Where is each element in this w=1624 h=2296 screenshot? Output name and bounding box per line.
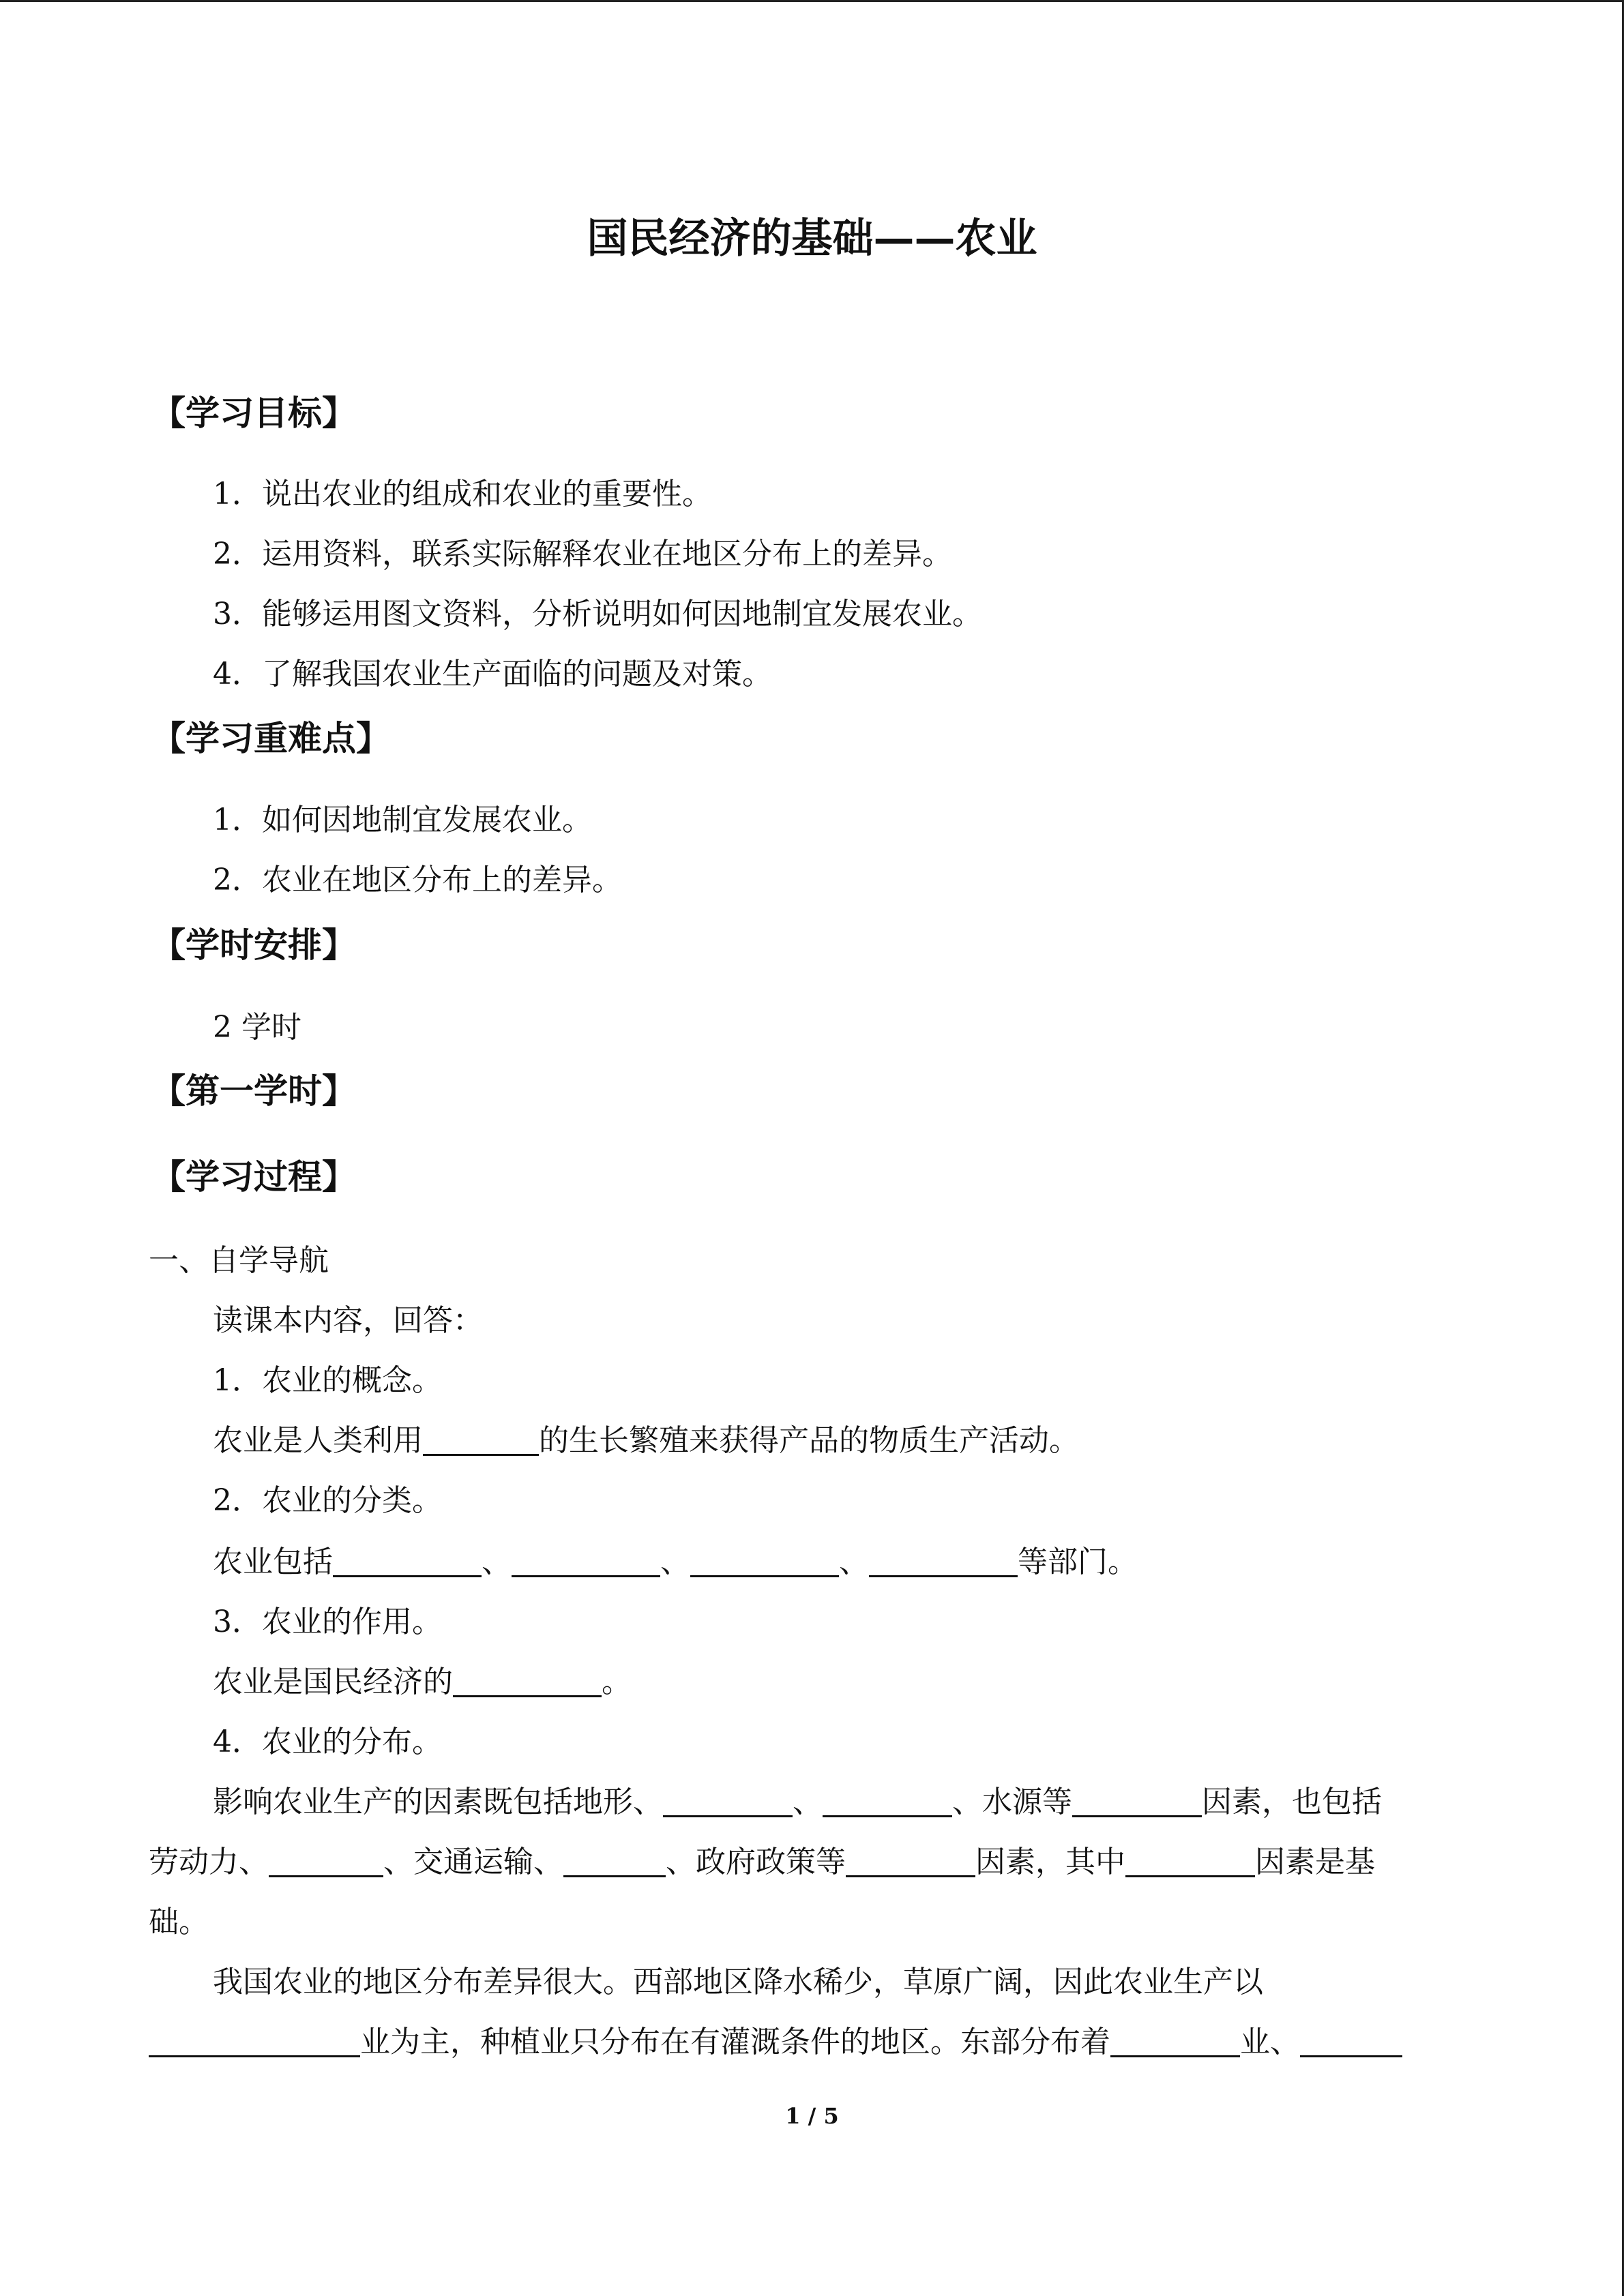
question-2-label: 2．农业的分类。	[213, 1483, 442, 1518]
key-point-item: 2．农业在地区分布上的差异。	[213, 863, 622, 897]
answer-blank[interactable]	[423, 1424, 539, 1456]
page-number: 1 / 5	[785, 2103, 839, 2129]
goal-item: 4．了解我国农业生产面临的问题及对策。	[213, 657, 772, 691]
question-4-label: 4．农业的分布。	[213, 1725, 442, 1759]
answer-blank[interactable]	[269, 1845, 383, 1877]
question-4-para1-line2: 劳动力、 、交通运输、 、政府政策等 因素，其中 因素是基	[149, 1845, 1375, 1879]
heading-process: 【学习过程】	[151, 1157, 356, 1197]
heading-schedule: 【学时安排】	[151, 925, 356, 965]
answer-blank[interactable]	[1072, 1785, 1202, 1817]
question-2-line: 农业包括 、 、 、 等部门。	[213, 1545, 1138, 1579]
question-4-para2-line1: 我国农业的地区分布差异很大。西部地区降水稀少，草原广阔，因此农业生产以	[213, 1965, 1263, 1999]
answer-blank[interactable]	[1110, 2025, 1240, 2057]
page-title: 国民经济的基础——农业	[587, 215, 1037, 263]
question-4-para1-line1: 影响农业生产的因素既包括地形、 、 、水源等 因素，也包括	[213, 1785, 1382, 1819]
answer-blank[interactable]	[869, 1545, 1018, 1577]
self-study-intro: 读课本内容，回答：	[213, 1303, 483, 1338]
answer-blank[interactable]	[512, 1545, 660, 1577]
answer-blank[interactable]	[563, 1845, 666, 1877]
schedule-text: 2 学时	[213, 1010, 301, 1045]
question-4-para1-line3: 础。	[149, 1905, 209, 1939]
heading-key-points: 【学习重难点】	[151, 719, 390, 758]
question-1-line: 农业是人类利用 的生长繁殖来获得产品的物质生产活动。	[213, 1423, 1079, 1458]
key-point-item: 1．如何因地制宜发展农业。	[213, 803, 592, 837]
goal-item: 1．说出农业的组成和农业的重要性。	[213, 477, 712, 511]
answer-blank[interactable]	[690, 1545, 839, 1577]
answer-blank[interactable]	[333, 1545, 482, 1577]
answer-blank[interactable]	[846, 1845, 975, 1877]
goal-item: 2．运用资料，联系实际解释农业在地区分布上的差异。	[213, 537, 952, 571]
heading-goals: 【学习目标】	[151, 393, 356, 433]
heading-lesson1: 【第一学时】	[151, 1071, 356, 1111]
goal-item: 3．能够运用图文资料，分析说明如何因地制宜发展农业。	[213, 597, 982, 631]
self-study-title: 一、自学导航	[149, 1243, 329, 1278]
question-3-line: 农业是国民经济的 。	[213, 1665, 632, 1699]
answer-blank[interactable]	[149, 2025, 360, 2057]
question-4-para2-line2: 业为主，种植业只分布在有灌溉条件的地区。东部分布着 业、	[149, 2018, 1402, 2066]
answer-blank[interactable]	[663, 1785, 793, 1817]
answer-blank[interactable]	[823, 1785, 952, 1817]
answer-blank[interactable]	[453, 1665, 602, 1697]
answer-blank[interactable]	[1300, 2025, 1402, 2057]
answer-blank[interactable]	[1125, 1845, 1255, 1877]
question-1-label: 1．农业的概念。	[213, 1363, 442, 1398]
question-3-label: 3．农业的作用。	[213, 1605, 442, 1639]
